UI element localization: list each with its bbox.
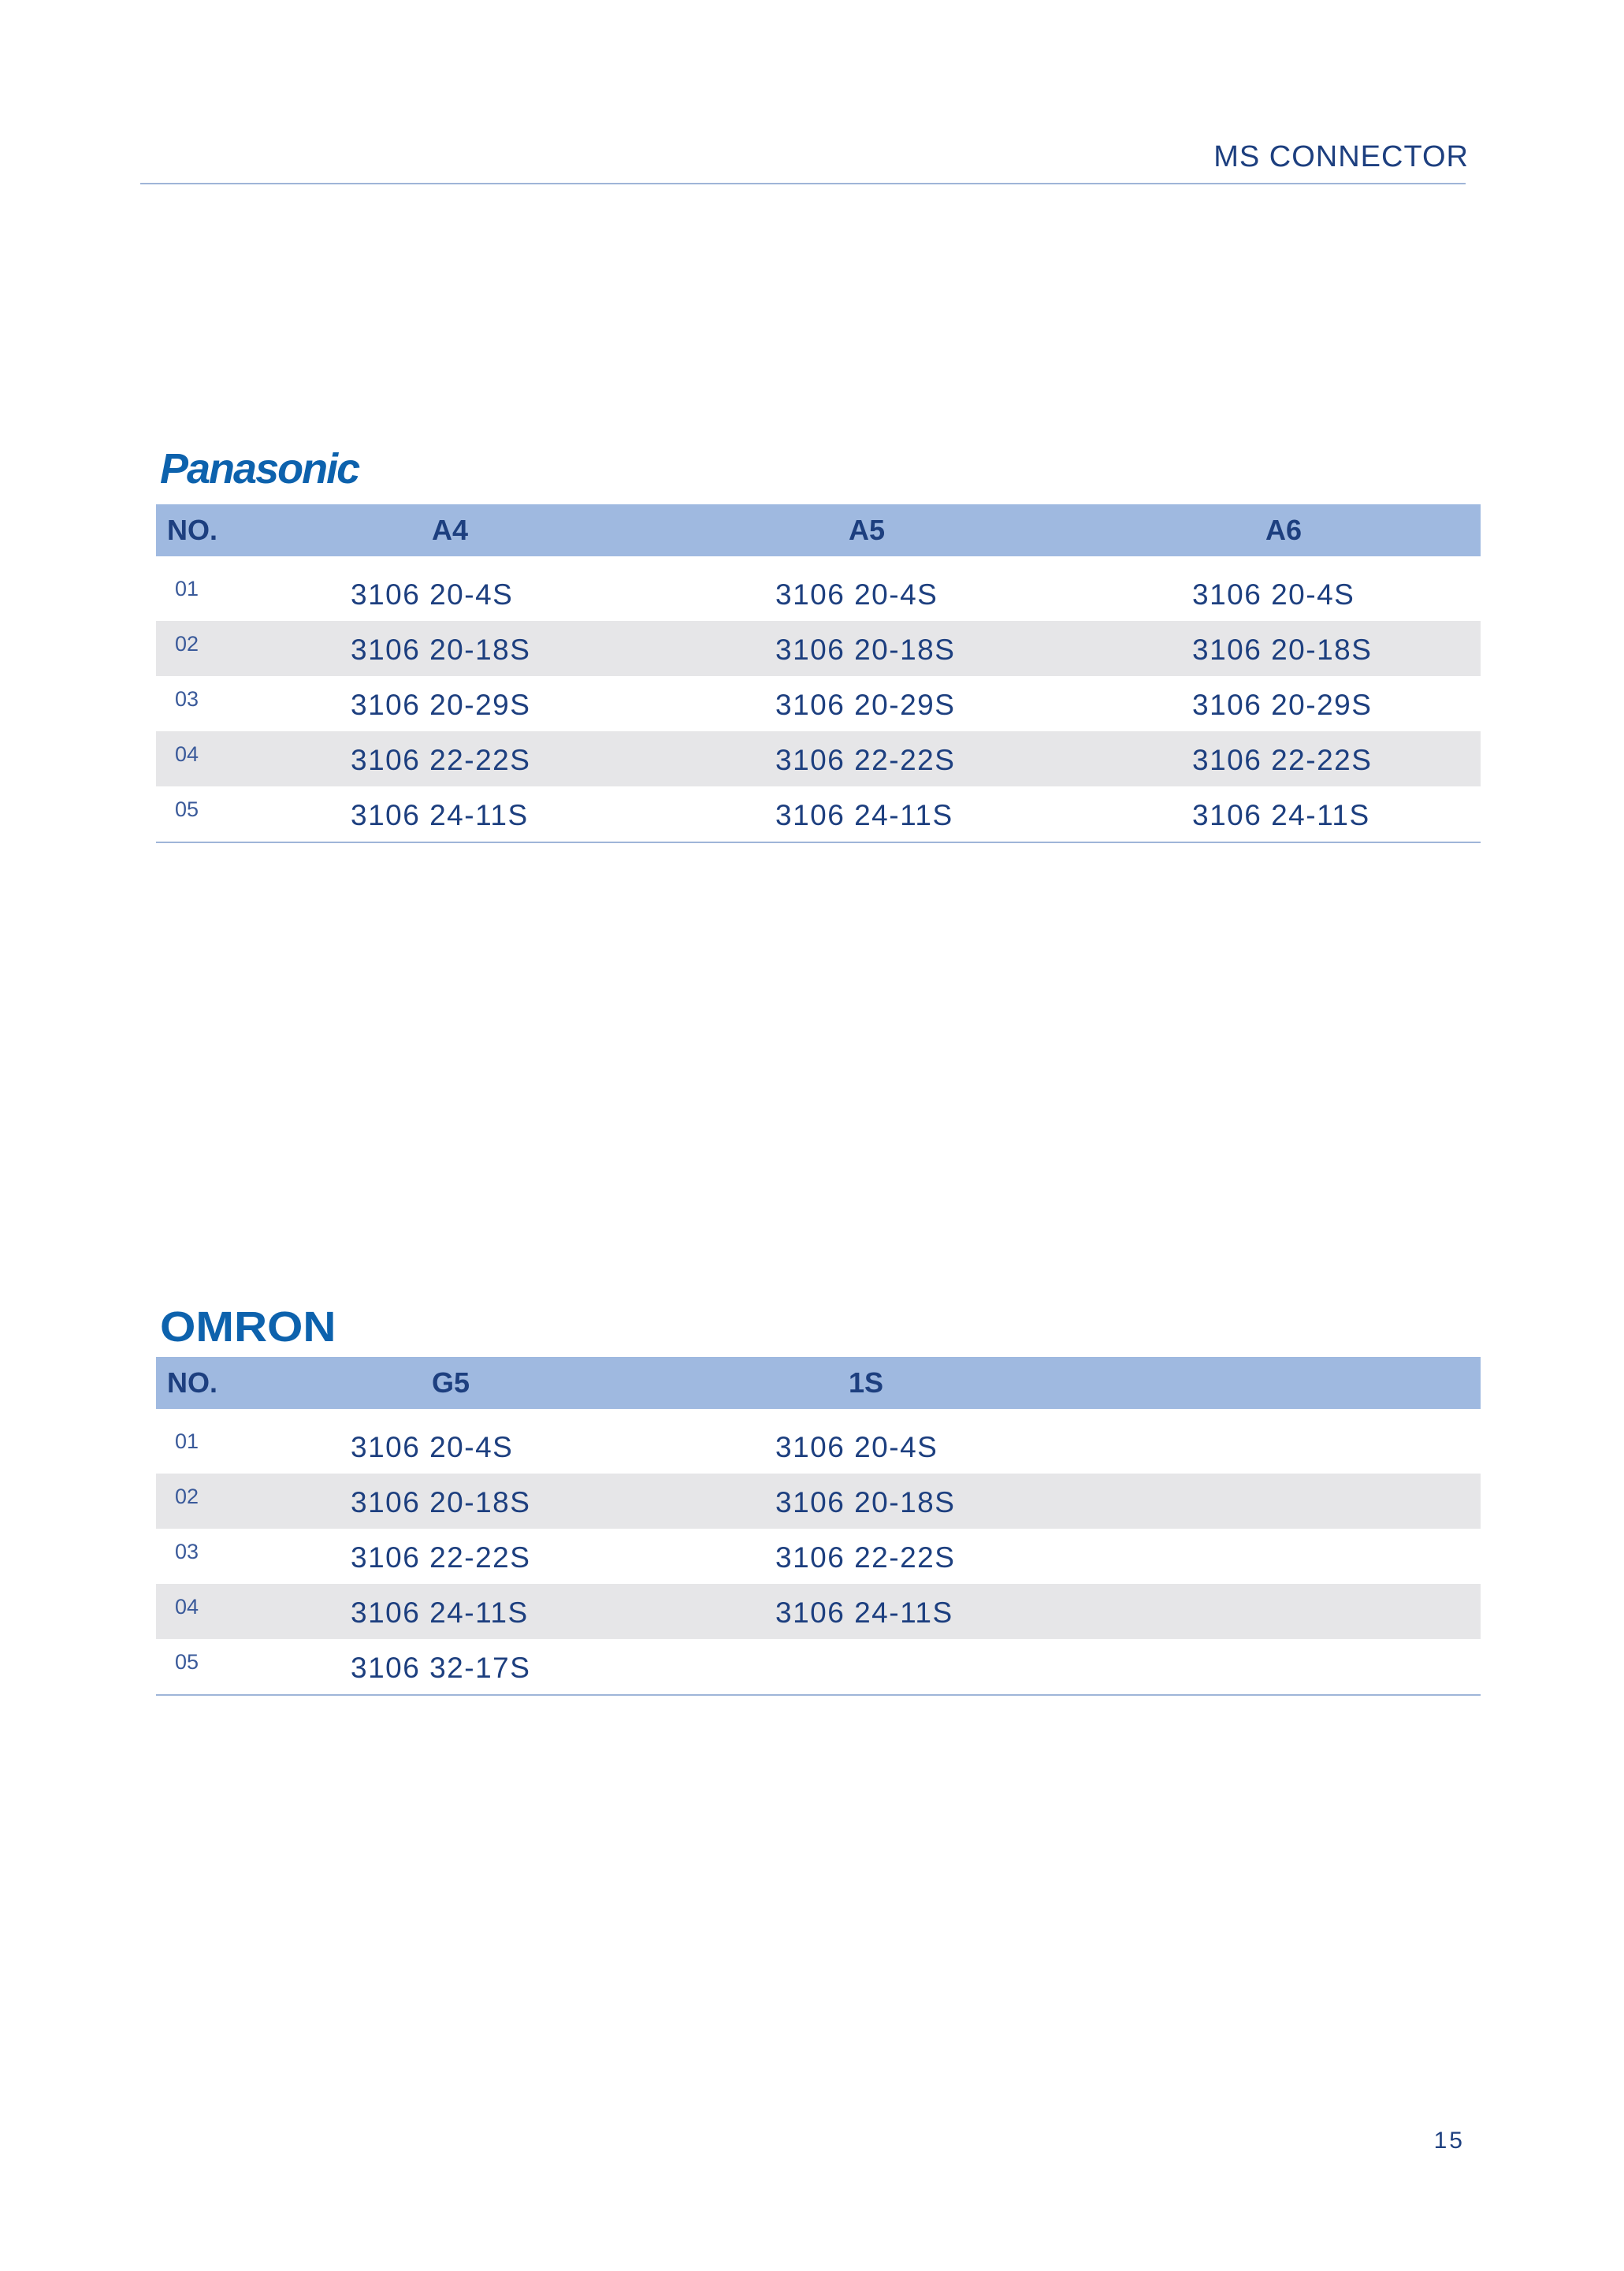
table-cell: 3106 20-4S — [775, 1431, 938, 1463]
table-cell: 3106 20-18S — [775, 634, 956, 666]
table-cell: 3106 20-18S — [351, 634, 531, 666]
table-row — [156, 1639, 1481, 1694]
table-bottom-rule — [156, 1694, 1481, 1696]
column-header-a5: A5 — [849, 514, 886, 546]
table-cell: 3106 22-22S — [775, 1541, 956, 1574]
table-cell: 3106 22-22S — [775, 744, 956, 776]
table-bottom-rule — [156, 842, 1481, 843]
page-header-title: MS CONNECTOR — [1213, 140, 1469, 173]
table-cell: 3106 24-11S — [351, 1596, 529, 1629]
table-header-row — [156, 1357, 1481, 1409]
panasonic-logo: Panasonic — [160, 445, 359, 492]
table-row — [156, 1584, 1481, 1639]
column-header-a6: A6 — [1265, 514, 1303, 546]
table-row — [156, 1529, 1481, 1584]
table-cell: 3106 24-11S — [351, 799, 529, 831]
table-cell: 3106 22-22S — [351, 744, 531, 776]
omron-table — [156, 1357, 1481, 1696]
panasonic-table — [156, 504, 1481, 843]
table-cell: 3106 20-18S — [351, 1486, 531, 1518]
table-row — [156, 676, 1481, 731]
row-number: 05 — [175, 797, 199, 821]
column-header-1s: 1S — [849, 1366, 884, 1399]
row-number: 03 — [175, 1540, 199, 1563]
row-number: 01 — [175, 577, 199, 600]
table-cell: 3106 20-29S — [351, 689, 531, 721]
table-cell: 3106 20-4S — [1192, 578, 1355, 611]
table-row — [156, 1409, 1481, 1474]
table-cell: 3106 22-22S — [351, 1541, 531, 1574]
column-header-no: NO. — [167, 1366, 218, 1399]
table-row — [156, 786, 1481, 842]
header-divider — [140, 183, 1466, 184]
omron-logo: OMRON — [160, 1303, 336, 1351]
table-cell: 3106 32-17S — [351, 1652, 531, 1684]
row-number: 05 — [175, 1650, 199, 1674]
table-cell: 3106 20-4S — [351, 578, 514, 611]
row-number: 02 — [175, 1485, 199, 1508]
table-cell: 3106 20-29S — [1192, 689, 1373, 721]
table-cell: 3106 24-11S — [1192, 799, 1370, 831]
table-cell: 3106 24-11S — [775, 799, 953, 831]
table-row — [156, 556, 1481, 621]
table-cell: 3106 20-4S — [351, 1431, 514, 1463]
table-header-row — [156, 504, 1481, 556]
column-header-a4: A4 — [432, 514, 469, 546]
row-number: 02 — [175, 632, 199, 656]
row-number: 03 — [175, 687, 199, 711]
column-header-no: NO. — [167, 514, 218, 546]
table-row — [156, 731, 1481, 786]
column-header-g5: G5 — [432, 1366, 470, 1399]
table-cell: 3106 24-11S — [775, 1596, 953, 1629]
row-number: 01 — [175, 1429, 199, 1453]
table-cell: 3106 22-22S — [1192, 744, 1373, 776]
table-row — [156, 621, 1481, 676]
table-cell: 3106 20-18S — [1192, 634, 1373, 666]
row-number: 04 — [175, 1595, 199, 1619]
table-cell: 3106 20-29S — [775, 689, 956, 721]
page-number: 15 — [1433, 2128, 1465, 2154]
table-row — [156, 1474, 1481, 1529]
table-cell: 3106 20-18S — [775, 1486, 956, 1518]
table-cell: 3106 20-4S — [775, 578, 938, 611]
row-number: 04 — [175, 742, 199, 766]
